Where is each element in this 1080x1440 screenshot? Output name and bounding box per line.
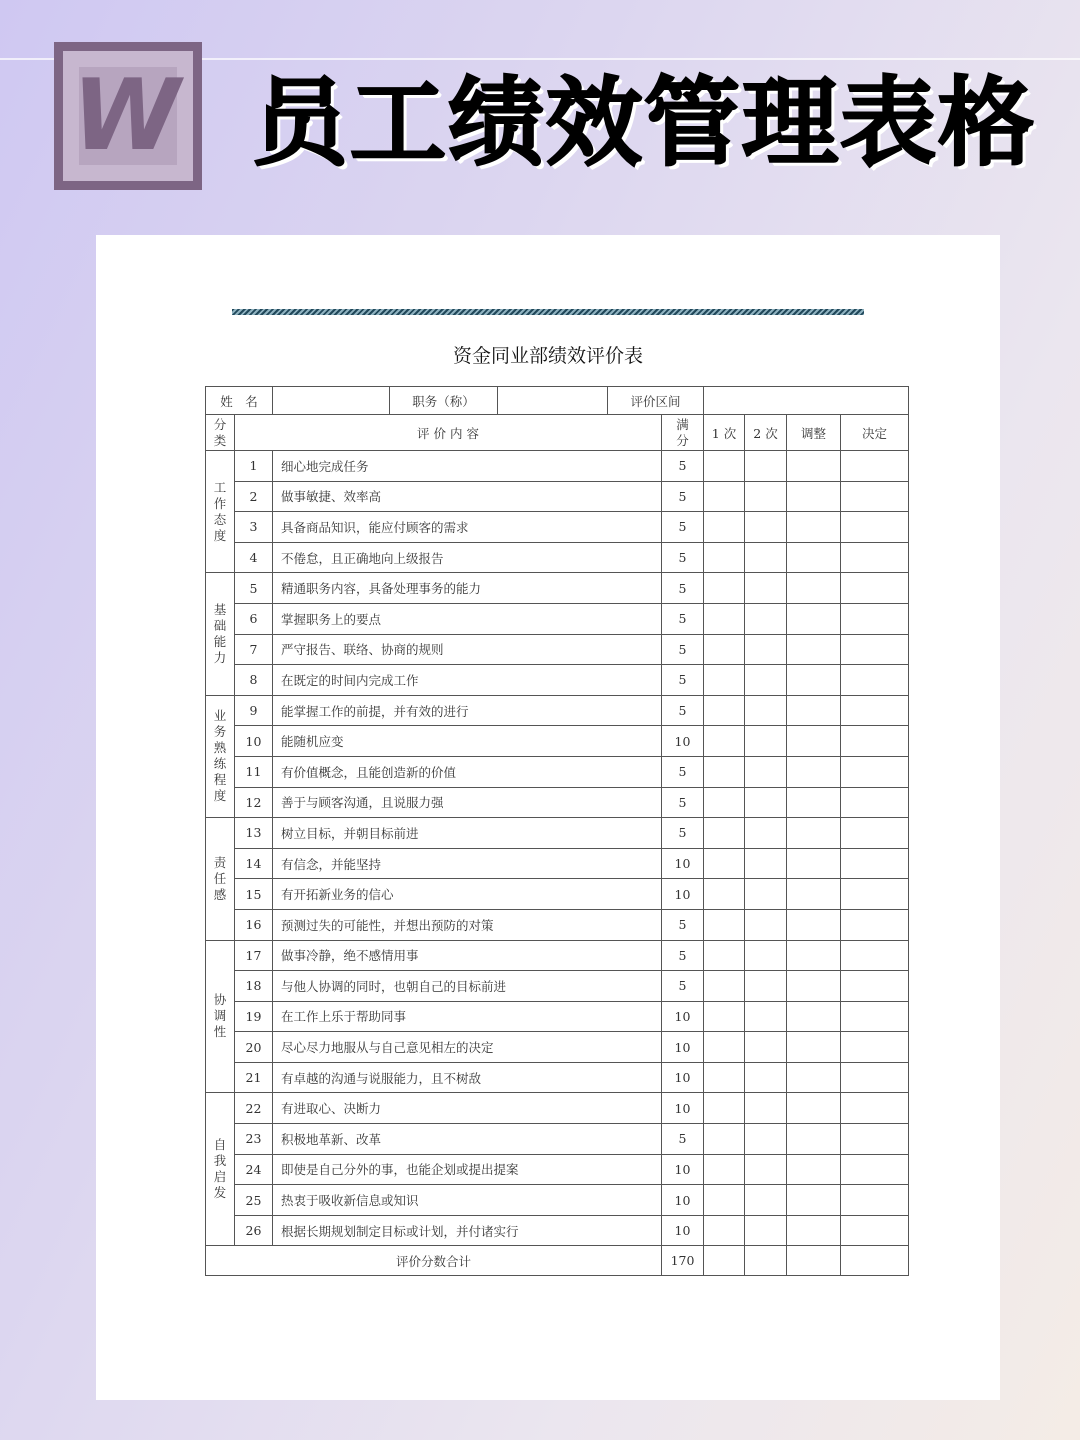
decision-cell[interactable]: [841, 909, 909, 940]
item-text: 在工作上乐于帮助同事: [273, 1001, 662, 1032]
item-number: 2: [235, 481, 273, 512]
second-eval-cell[interactable]: [745, 695, 787, 726]
item-text: 具备商品知识，能应付顾客的需求: [273, 512, 662, 543]
item-text: 树立目标，并朝目标前进: [273, 818, 662, 849]
item-number: 1: [235, 451, 273, 482]
header-second: 2 次: [745, 415, 787, 451]
item-text: 有开拓新业务的信心: [273, 879, 662, 910]
total-first-cell[interactable]: [704, 1246, 745, 1276]
adjust-cell[interactable]: [787, 818, 841, 849]
adjust-cell[interactable]: [787, 1062, 841, 1093]
document-page: [96, 235, 1000, 1400]
item-number: 11: [235, 756, 273, 787]
first-eval-cell[interactable]: [704, 695, 745, 726]
table-row: [206, 1062, 909, 1093]
item-text: 做事冷静，绝不感情用事: [273, 940, 662, 971]
second-eval-cell[interactable]: [745, 848, 787, 879]
info-row: [206, 387, 909, 415]
item-number: 25: [235, 1185, 273, 1216]
second-eval-cell[interactable]: [745, 665, 787, 696]
decision-cell[interactable]: [841, 512, 909, 543]
second-eval-cell[interactable]: [745, 1001, 787, 1032]
first-eval-cell[interactable]: [704, 512, 745, 543]
table-row: [206, 451, 909, 482]
item-full-score: 5: [662, 665, 704, 696]
adjust-cell[interactable]: [787, 634, 841, 665]
item-number: 10: [235, 726, 273, 757]
word-logo-icon: [54, 42, 202, 190]
item-full-score: 10: [662, 1001, 704, 1032]
table-body: [206, 387, 909, 1276]
item-number: 19: [235, 1001, 273, 1032]
item-number: 18: [235, 971, 273, 1002]
header-first: 1 次: [704, 415, 745, 451]
decision-cell[interactable]: [841, 940, 909, 971]
decision-cell[interactable]: [841, 451, 909, 482]
total-row: [206, 1246, 909, 1276]
item-text: 积极地革新、改革: [273, 1124, 662, 1155]
second-eval-cell[interactable]: [745, 573, 787, 604]
first-eval-cell[interactable]: [704, 726, 745, 757]
decision-cell[interactable]: [841, 1093, 909, 1124]
decision-cell[interactable]: [841, 1154, 909, 1185]
item-number: 4: [235, 542, 273, 573]
first-eval-cell[interactable]: [704, 909, 745, 940]
second-eval-cell[interactable]: [745, 1124, 787, 1155]
total-score: 170: [662, 1246, 704, 1276]
item-text: 掌握职务上的要点: [273, 603, 662, 634]
first-eval-cell[interactable]: [704, 1062, 745, 1093]
table-row: [206, 512, 909, 543]
table-row: [206, 818, 909, 849]
decision-cell[interactable]: [841, 542, 909, 573]
second-eval-cell[interactable]: [745, 542, 787, 573]
second-eval-cell[interactable]: [745, 1062, 787, 1093]
adjust-cell[interactable]: [787, 665, 841, 696]
first-eval-cell[interactable]: [704, 634, 745, 665]
category-cell: [206, 573, 235, 695]
second-eval-cell[interactable]: [745, 756, 787, 787]
item-full-score: 10: [662, 1032, 704, 1063]
item-number: 6: [235, 603, 273, 634]
first-eval-cell[interactable]: [704, 879, 745, 910]
decision-cell[interactable]: [841, 634, 909, 665]
table-row: [206, 573, 909, 604]
adjust-cell[interactable]: [787, 940, 841, 971]
item-full-score: 5: [662, 542, 704, 573]
header-content: 评 价 内 容: [235, 415, 662, 451]
second-eval-cell[interactable]: [745, 787, 787, 818]
second-eval-cell[interactable]: [745, 1093, 787, 1124]
adjust-cell[interactable]: [787, 573, 841, 604]
item-full-score: 5: [662, 634, 704, 665]
adjust-cell[interactable]: [787, 512, 841, 543]
decision-cell[interactable]: [841, 1215, 909, 1246]
decision-cell[interactable]: [841, 879, 909, 910]
decision-cell[interactable]: [841, 726, 909, 757]
header-adjust: 调整: [787, 415, 841, 451]
item-full-score: 5: [662, 1124, 704, 1155]
category-name: 责 任 感: [213, 854, 227, 902]
first-eval-cell[interactable]: [704, 1185, 745, 1216]
decision-cell[interactable]: [841, 756, 909, 787]
table-row: [206, 542, 909, 573]
period-value-cell[interactable]: [704, 387, 909, 415]
table-row: [206, 1215, 909, 1246]
adjust-cell[interactable]: [787, 542, 841, 573]
decision-cell[interactable]: [841, 573, 909, 604]
item-text: 能随机应变: [273, 726, 662, 757]
item-text: 预测过失的可能性，并想出预防的对策: [273, 909, 662, 940]
table-row: [206, 1093, 909, 1124]
item-number: 14: [235, 848, 273, 879]
item-full-score: 5: [662, 481, 704, 512]
first-eval-cell[interactable]: [704, 940, 745, 971]
item-text: 根据长期规划制定目标或计划，并付诸实行: [273, 1215, 662, 1246]
decision-cell[interactable]: [841, 603, 909, 634]
table-row: [206, 1032, 909, 1063]
item-full-score: 5: [662, 787, 704, 818]
adjust-cell[interactable]: [787, 756, 841, 787]
adjust-cell[interactable]: [787, 1215, 841, 1246]
item-text: 尽心尽力地服从与自己意见相左的决定: [273, 1032, 662, 1063]
decision-cell[interactable]: [841, 695, 909, 726]
decision-cell[interactable]: [841, 971, 909, 1002]
first-eval-cell[interactable]: [704, 1124, 745, 1155]
item-number: 15: [235, 879, 273, 910]
position-label: 职务（称）: [390, 387, 498, 415]
item-number: 12: [235, 787, 273, 818]
first-eval-cell[interactable]: [704, 787, 745, 818]
first-eval-cell[interactable]: [704, 1154, 745, 1185]
category-cell: [206, 1093, 235, 1246]
first-eval-cell[interactable]: [704, 1215, 745, 1246]
second-eval-cell[interactable]: [745, 1215, 787, 1246]
first-eval-cell[interactable]: [704, 665, 745, 696]
item-text: 有信念，并能坚持: [273, 848, 662, 879]
second-eval-cell[interactable]: [745, 1032, 787, 1063]
item-number: 9: [235, 695, 273, 726]
item-full-score: 10: [662, 1185, 704, 1216]
table-row: [206, 1124, 909, 1155]
name-label: 姓 名: [206, 387, 273, 415]
table-row: [206, 481, 909, 512]
item-text: 做事敏捷、效率高: [273, 481, 662, 512]
first-eval-cell[interactable]: [704, 971, 745, 1002]
adjust-cell[interactable]: [787, 879, 841, 910]
item-text: 有卓越的沟通与说服能力，且不树敌: [273, 1062, 662, 1093]
category-cell: [206, 818, 235, 940]
evaluation-table: [205, 386, 909, 1276]
second-eval-cell[interactable]: [745, 879, 787, 910]
second-eval-cell[interactable]: [745, 971, 787, 1002]
item-text: 细心地完成任务: [273, 451, 662, 482]
second-eval-cell[interactable]: [745, 909, 787, 940]
second-eval-cell[interactable]: [745, 1154, 787, 1185]
item-full-score: 10: [662, 848, 704, 879]
table-row: [206, 940, 909, 971]
name-value-cell[interactable]: [273, 387, 390, 415]
item-number: 21: [235, 1062, 273, 1093]
adjust-cell[interactable]: [787, 1032, 841, 1063]
decision-cell[interactable]: [841, 787, 909, 818]
item-full-score: 5: [662, 971, 704, 1002]
second-eval-cell[interactable]: [745, 940, 787, 971]
table-row: [206, 665, 909, 696]
item-full-score: 10: [662, 1062, 704, 1093]
decision-cell[interactable]: [841, 1032, 909, 1063]
item-full-score: 10: [662, 1093, 704, 1124]
first-eval-cell[interactable]: [704, 451, 745, 482]
table-row: [206, 909, 909, 940]
second-eval-cell[interactable]: [745, 726, 787, 757]
second-eval-cell[interactable]: [745, 1185, 787, 1216]
item-full-score: 5: [662, 909, 704, 940]
category-name: 协 调 性: [213, 992, 227, 1040]
item-number: 23: [235, 1124, 273, 1155]
table-row: [206, 603, 909, 634]
table-row: [206, 971, 909, 1002]
table-row: [206, 1185, 909, 1216]
decision-cell[interactable]: [841, 665, 909, 696]
adjust-cell[interactable]: [787, 1185, 841, 1216]
logo-letter: W: [71, 59, 175, 173]
category-name: 基 础 能 力: [213, 602, 227, 666]
item-full-score: 10: [662, 879, 704, 910]
item-number: 24: [235, 1154, 273, 1185]
table-row: [206, 756, 909, 787]
adjust-cell[interactable]: [787, 603, 841, 634]
adjust-cell[interactable]: [787, 1124, 841, 1155]
category-cell: [206, 451, 235, 573]
table-row: [206, 1001, 909, 1032]
header-full-score-text: 满 分: [676, 416, 689, 448]
adjust-cell[interactable]: [787, 1093, 841, 1124]
category-name: 业 务 熟 练 程 度: [213, 708, 227, 804]
category-cell: [206, 695, 235, 817]
total-second-cell[interactable]: [745, 1246, 787, 1276]
item-text: 热衷于吸收新信息或知识: [273, 1185, 662, 1216]
header-decision: 决定: [841, 415, 909, 451]
banner-title: 员工绩效管理表格: [252, 67, 1036, 179]
item-full-score: 5: [662, 818, 704, 849]
table-row: [206, 726, 909, 757]
adjust-cell[interactable]: [787, 481, 841, 512]
second-eval-cell[interactable]: [745, 818, 787, 849]
item-number: 5: [235, 573, 273, 604]
adjust-cell[interactable]: [787, 787, 841, 818]
item-text: 有进取心、决断力: [273, 1093, 662, 1124]
adjust-cell[interactable]: [787, 726, 841, 757]
first-eval-cell[interactable]: [704, 481, 745, 512]
adjust-cell[interactable]: [787, 848, 841, 879]
item-full-score: 10: [662, 1215, 704, 1246]
first-eval-cell[interactable]: [704, 1093, 745, 1124]
category-cell: [206, 940, 235, 1093]
decorative-hatch-rule: [232, 309, 864, 315]
second-eval-cell[interactable]: [745, 603, 787, 634]
table-row: [206, 695, 909, 726]
table-row: [206, 848, 909, 879]
adjust-cell[interactable]: [787, 909, 841, 940]
document-title: 资金同业部绩效评价表: [452, 345, 643, 367]
first-eval-cell[interactable]: [704, 756, 745, 787]
second-eval-cell[interactable]: [745, 481, 787, 512]
first-eval-cell[interactable]: [704, 573, 745, 604]
item-text: 严守报告、联络、协商的规则: [273, 634, 662, 665]
item-number: 16: [235, 909, 273, 940]
item-full-score: 5: [662, 451, 704, 482]
header-row: [206, 415, 909, 451]
decision-cell[interactable]: [841, 1001, 909, 1032]
decision-cell[interactable]: [841, 481, 909, 512]
item-text: 即使是自己分外的事，也能企划或提出提案: [273, 1154, 662, 1185]
header-category-text: 分 类: [213, 416, 227, 448]
item-text: 能掌握工作的前提，并有效的进行: [273, 695, 662, 726]
adjust-cell[interactable]: [787, 1001, 841, 1032]
first-eval-cell[interactable]: [704, 848, 745, 879]
item-full-score: 10: [662, 726, 704, 757]
table-row: [206, 1154, 909, 1185]
decision-cell[interactable]: [841, 848, 909, 879]
first-eval-cell[interactable]: [704, 542, 745, 573]
item-number: 13: [235, 818, 273, 849]
adjust-cell[interactable]: [787, 451, 841, 482]
total-adjust-cell[interactable]: [787, 1246, 841, 1276]
item-number: 26: [235, 1215, 273, 1246]
decision-cell[interactable]: [841, 1062, 909, 1093]
decision-cell[interactable]: [841, 1124, 909, 1155]
decision-cell[interactable]: [841, 1185, 909, 1216]
position-value-cell[interactable]: [498, 387, 608, 415]
table-row: [206, 634, 909, 665]
item-full-score: 5: [662, 573, 704, 604]
item-text: 与他人协调的同时，也朝自己的目标前进: [273, 971, 662, 1002]
item-full-score: 5: [662, 940, 704, 971]
first-eval-cell[interactable]: [704, 1032, 745, 1063]
item-full-score: 5: [662, 603, 704, 634]
category-name: 自 我 启 发: [213, 1137, 227, 1201]
first-eval-cell[interactable]: [704, 818, 745, 849]
item-text: 精通职务内容，具备处理事务的能力: [273, 573, 662, 604]
item-number: 8: [235, 665, 273, 696]
item-number: 17: [235, 940, 273, 971]
item-full-score: 5: [662, 756, 704, 787]
adjust-cell[interactable]: [787, 1154, 841, 1185]
item-full-score: 5: [662, 512, 704, 543]
table-row: [206, 879, 909, 910]
first-eval-cell[interactable]: [704, 1001, 745, 1032]
category-name: 工 作 态 度: [213, 479, 227, 543]
item-number: 20: [235, 1032, 273, 1063]
header-full-score: [662, 415, 704, 451]
second-eval-cell[interactable]: [745, 512, 787, 543]
header-category: [206, 415, 235, 451]
item-number: 3: [235, 512, 273, 543]
period-label: 评价区间: [608, 387, 704, 415]
total-label: 评价分数合计: [206, 1246, 662, 1276]
total-decision-cell[interactable]: [841, 1246, 909, 1276]
item-number: 7: [235, 634, 273, 665]
first-eval-cell[interactable]: [704, 603, 745, 634]
adjust-cell[interactable]: [787, 971, 841, 1002]
item-full-score: 10: [662, 1154, 704, 1185]
item-text: 不倦怠，且正确地向上级报告: [273, 542, 662, 573]
item-number: 22: [235, 1093, 273, 1124]
item-text: 善于与顾客沟通，且说服力强: [273, 787, 662, 818]
item-full-score: 5: [662, 695, 704, 726]
decision-cell[interactable]: [841, 818, 909, 849]
item-text: 在既定的时间内完成工作: [273, 665, 662, 696]
second-eval-cell[interactable]: [745, 451, 787, 482]
item-text: 有价值概念，且能创造新的价值: [273, 756, 662, 787]
adjust-cell[interactable]: [787, 695, 841, 726]
second-eval-cell[interactable]: [745, 634, 787, 665]
table-row: [206, 787, 909, 818]
